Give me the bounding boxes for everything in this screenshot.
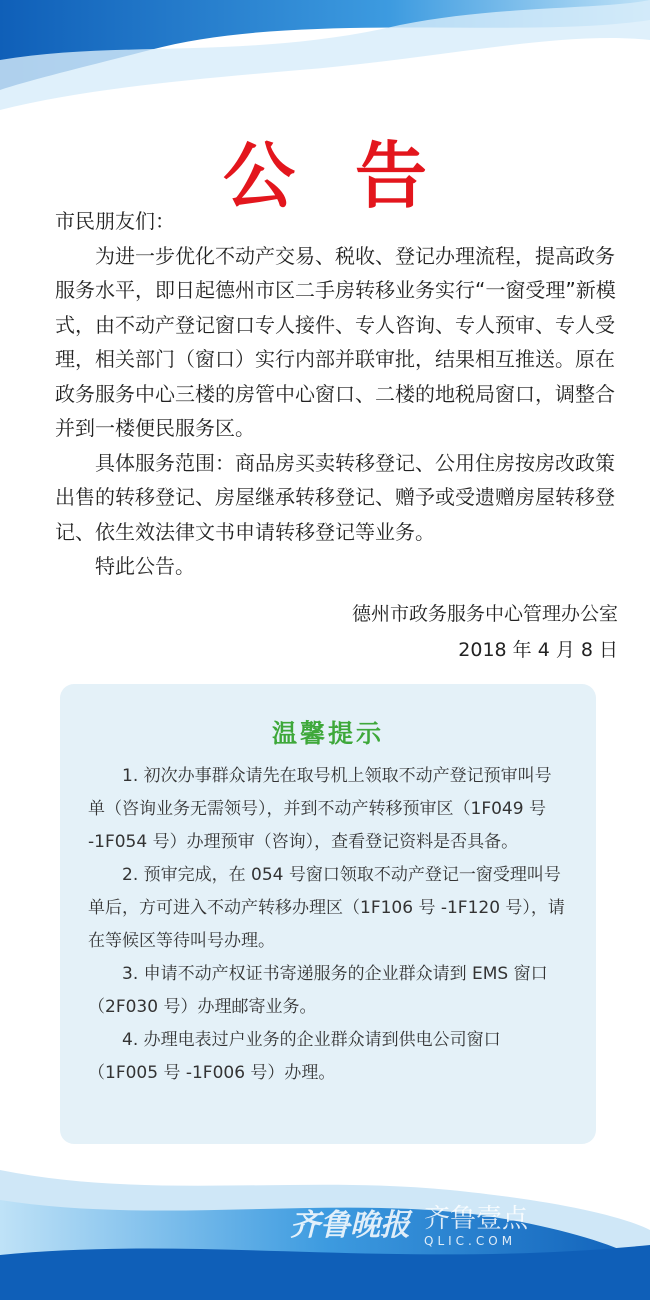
paragraph: 特此公告。 xyxy=(95,554,195,578)
tip-item: 1. 初次办事群众请先在取号机上领取不动产登记预审叫号单（咨询业务无需领号），并到不动产转移预审区（1F049 号 -1F054 号）办理预审（咨询），查看登记资料是否具备。 xyxy=(88,765,552,852)
tips-box xyxy=(60,684,596,1144)
watermark xyxy=(290,1204,528,1248)
watermark-logo-sub: QLIC.COM xyxy=(424,1234,517,1248)
paragraph: 为进一步优化不动产交易、税收、登记办理流程，提高政务服务水平，即日起德州市区二手房转移业务实行“一窗受理”新模式，由不动产登记窗口专人接件、专人咨询、专人预审、专人受理，相关部门（窗口）实行内部并联审批，结果相互推送。原在政务服务中心三楼的房管中心窗口、二楼的地税局窗口，调整合并到一楼便民服务区。 xyxy=(55,243,616,440)
tips-list xyxy=(88,760,568,1090)
notice-title: 公告 xyxy=(222,134,487,218)
notice-body xyxy=(55,204,633,584)
issuer: 德州市政务服务中心管理办公室 xyxy=(351,602,618,625)
paragraph: 具体服务范围：商品房买卖转移登记、公用住房按房改政策出售的转移登记、房屋继承转移登记、赠予或受遗赠房屋转移登记、依生效法律文书申请转移登记等业务。 xyxy=(55,450,615,544)
watermark-logo-left: 齐鲁晚报 xyxy=(290,1208,410,1243)
date: 2018 年 4 月 8 日 xyxy=(458,638,618,661)
tip-item: 3. 申请不动产权证书寄递服务的企业群众请到 EMS 窗口（2F030 号）办理邮寄业务。 xyxy=(88,963,548,1017)
watermark-logo-right: 齐鲁壹点 xyxy=(424,1204,529,1234)
greeting: 市民朋友们： xyxy=(55,209,175,233)
tip-item: 2. 预审完成，在 054 号窗口领取不动产登记一窗受理叫号单后，方可进入不动产转移办理区（1F106 号 -1F120 号），请在等候区等待叫号办理。 xyxy=(88,864,565,951)
signature xyxy=(55,596,633,668)
watermark-right-group xyxy=(424,1204,528,1248)
notice-content xyxy=(55,204,633,1144)
tip-item: 4. 办理电表过户业务的企业群众请到供电公司窗口（1F005 号 -1F006 号）办理。 xyxy=(88,1029,501,1083)
tips-title: 温馨提示 xyxy=(271,718,384,748)
